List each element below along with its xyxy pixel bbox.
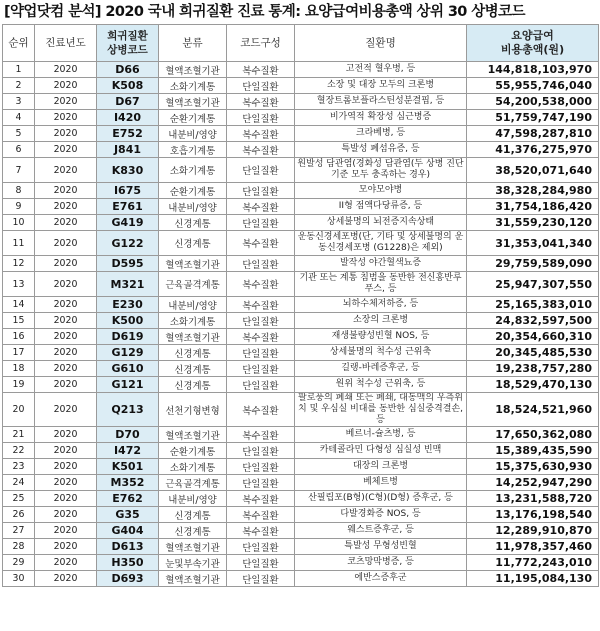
cell-rank: 12 xyxy=(3,256,35,272)
cell-disease: 원위 척수성 근위축, 등 xyxy=(295,377,467,393)
cell-disease: 재생불량성빈혈 NOS, 등 xyxy=(295,329,467,345)
cell-category: 혈액조혈기관 xyxy=(159,94,227,110)
cell-code: G121 xyxy=(97,377,159,393)
cell-code: D613 xyxy=(97,539,159,555)
cell-category: 신경계통 xyxy=(159,361,227,377)
cell-code: D619 xyxy=(97,329,159,345)
cell-code: I420 xyxy=(97,110,159,126)
cell-code: E752 xyxy=(97,126,159,142)
cell-composition: 복수질환 xyxy=(227,523,295,539)
cell-year: 2020 xyxy=(35,571,97,587)
page-title: [약업닷컴 분석] 2020 국내 희귀질환 진료 통계: 요양급여비용총액 상위 30 상병코드 xyxy=(4,4,525,20)
cell-amount: 29,759,589,090 xyxy=(467,256,599,272)
cell-disease: 팔로풍의 폐쇄 또는 폐쇄, 대동맥의 우측위치 및 우심실 비대를 동반한 심실중격결손, 등 xyxy=(295,393,467,427)
cell-amount: 25,165,383,010 xyxy=(467,297,599,313)
header-rank: 순위 xyxy=(3,25,35,62)
cell-rank: 19 xyxy=(3,377,35,393)
table-row xyxy=(3,523,599,539)
table-row xyxy=(3,459,599,475)
table-row xyxy=(3,539,599,555)
cell-code: G129 xyxy=(97,345,159,361)
cell-year: 2020 xyxy=(35,459,97,475)
cell-disease: 뇌하수체저하증, 등 xyxy=(295,297,467,313)
cell-amount: 38,520,071,640 xyxy=(467,158,599,183)
cell-disease: 소장 및 대장 모두의 크론병 xyxy=(295,78,467,94)
cell-year: 2020 xyxy=(35,142,97,158)
cell-composition: 복수질환 xyxy=(227,329,295,345)
cell-code: K500 xyxy=(97,313,159,329)
cell-rank: 15 xyxy=(3,313,35,329)
cell-year: 2020 xyxy=(35,491,97,507)
cell-amount: 13,176,198,540 xyxy=(467,507,599,523)
cell-disease: 베체트병 xyxy=(295,475,467,491)
cell-category: 소화기계통 xyxy=(159,459,227,475)
cell-year: 2020 xyxy=(35,523,97,539)
table-row xyxy=(3,329,599,345)
cell-composition: 단일질환 xyxy=(227,361,295,377)
cell-amount: 51,759,747,190 xyxy=(467,110,599,126)
cell-composition: 복수질환 xyxy=(227,507,295,523)
table-row xyxy=(3,427,599,443)
cell-amount: 15,389,435,590 xyxy=(467,443,599,459)
cell-rank: 14 xyxy=(3,297,35,313)
cell-rank: 9 xyxy=(3,199,35,215)
cell-year: 2020 xyxy=(35,110,97,126)
cell-amount: 47,598,287,810 xyxy=(467,126,599,142)
cell-category: 눈및부속기관 xyxy=(159,555,227,571)
cell-code: K508 xyxy=(97,78,159,94)
cell-category: 혈액조혈기관 xyxy=(159,571,227,587)
cell-amount: 13,231,588,720 xyxy=(467,491,599,507)
cell-year: 2020 xyxy=(35,78,97,94)
cell-category: 신경계통 xyxy=(159,345,227,361)
cell-code: G404 xyxy=(97,523,159,539)
cell-category: 혈액조혈기관 xyxy=(159,62,227,78)
cell-disease: II형 점액다당류증, 등 xyxy=(295,199,467,215)
cell-disease: 혈장트롬보플라스틴성분결핍, 등 xyxy=(295,94,467,110)
cell-composition: 복수질환 xyxy=(227,427,295,443)
cell-code: M321 xyxy=(97,272,159,297)
cell-composition: 단일질환 xyxy=(227,475,295,491)
cell-category: 내분비/영양 xyxy=(159,199,227,215)
cell-category: 내분비/영양 xyxy=(159,491,227,507)
cell-composition: 단일질환 xyxy=(227,459,295,475)
cell-rank: 10 xyxy=(3,215,35,231)
cell-year: 2020 xyxy=(35,199,97,215)
header-disease: 질환명 xyxy=(295,25,467,62)
cell-year: 2020 xyxy=(35,126,97,142)
cell-category: 혈액조혈기관 xyxy=(159,256,227,272)
cell-composition: 단일질환 xyxy=(227,110,295,126)
cell-rank: 13 xyxy=(3,272,35,297)
cell-disease: 특발성 폐섬유증, 등 xyxy=(295,142,467,158)
cell-year: 2020 xyxy=(35,377,97,393)
header-code-label: 희귀질환 상병코드 xyxy=(107,30,148,56)
header-code xyxy=(97,25,159,62)
cell-category: 신경계통 xyxy=(159,377,227,393)
cell-composition: 단일질환 xyxy=(227,256,295,272)
cell-code: G419 xyxy=(97,215,159,231)
cell-amount: 20,345,485,530 xyxy=(467,345,599,361)
cell-category: 내분비/영양 xyxy=(159,297,227,313)
cell-disease: 원발성 담관염(경화성 담관염(두 상병 진단기준 모두 충족하는 경우) xyxy=(295,158,467,183)
cell-rank: 24 xyxy=(3,475,35,491)
table-row xyxy=(3,110,599,126)
table-row xyxy=(3,231,599,256)
cell-code: G35 xyxy=(97,507,159,523)
cell-disease: 모야모야병 xyxy=(295,183,467,199)
cell-year: 2020 xyxy=(35,393,97,427)
cell-disease: 다발경화증 NOS, 등 xyxy=(295,507,467,523)
cell-year: 2020 xyxy=(35,183,97,199)
cell-code: G122 xyxy=(97,231,159,256)
table-row xyxy=(3,183,599,199)
table-row xyxy=(3,555,599,571)
cell-composition: 단일질환 xyxy=(227,313,295,329)
cell-year: 2020 xyxy=(35,555,97,571)
cell-year: 2020 xyxy=(35,313,97,329)
cell-rank: 27 xyxy=(3,523,35,539)
cell-year: 2020 xyxy=(35,539,97,555)
cell-amount: 12,289,910,870 xyxy=(467,523,599,539)
table-header-row xyxy=(3,25,599,62)
cell-category: 소화기계통 xyxy=(159,313,227,329)
cell-disease: 특발성 무형성빈혈 xyxy=(295,539,467,555)
cell-composition: 단일질환 xyxy=(227,183,295,199)
cell-disease: 운동신경세포병(단, 기타 및 상세불명의 운동신경세포병 (G1228)은 제외) xyxy=(295,231,467,256)
cell-composition: 복수질환 xyxy=(227,393,295,427)
cell-year: 2020 xyxy=(35,256,97,272)
cell-disease: 비가역적 확장성 심근병증 xyxy=(295,110,467,126)
cell-category: 소화기계통 xyxy=(159,78,227,94)
cell-code: J841 xyxy=(97,142,159,158)
cell-composition: 단일질환 xyxy=(227,571,295,587)
cell-year: 2020 xyxy=(35,427,97,443)
cell-rank: 5 xyxy=(3,126,35,142)
table-row xyxy=(3,158,599,183)
cell-category: 순환기계통 xyxy=(159,443,227,459)
cell-category: 내분비/영양 xyxy=(159,126,227,142)
cell-rank: 30 xyxy=(3,571,35,587)
cell-rank: 20 xyxy=(3,393,35,427)
table-row xyxy=(3,199,599,215)
cell-disease: 에반스증후군 xyxy=(295,571,467,587)
cell-rank: 8 xyxy=(3,183,35,199)
cell-amount: 20,354,660,310 xyxy=(467,329,599,345)
cell-rank: 1 xyxy=(3,62,35,78)
cell-amount: 31,353,041,340 xyxy=(467,231,599,256)
table-row xyxy=(3,443,599,459)
cell-code: D70 xyxy=(97,427,159,443)
cell-composition: 단일질환 xyxy=(227,443,295,459)
cell-rank: 23 xyxy=(3,459,35,475)
cell-composition: 단일질환 xyxy=(227,78,295,94)
cell-rank: 25 xyxy=(3,491,35,507)
cell-composition: 복수질환 xyxy=(227,231,295,256)
cell-composition: 단일질환 xyxy=(227,539,295,555)
cell-year: 2020 xyxy=(35,62,97,78)
cell-category: 선천기형변형 xyxy=(159,393,227,427)
table-row xyxy=(3,297,599,313)
cell-code: D595 xyxy=(97,256,159,272)
cell-code: K501 xyxy=(97,459,159,475)
cell-composition: 단일질환 xyxy=(227,555,295,571)
cell-composition: 단일질환 xyxy=(227,215,295,231)
cell-code: Q213 xyxy=(97,393,159,427)
cell-code: I472 xyxy=(97,443,159,459)
cell-category: 신경계통 xyxy=(159,507,227,523)
cell-code: D66 xyxy=(97,62,159,78)
cell-category: 순환기계통 xyxy=(159,110,227,126)
cell-code: E762 xyxy=(97,491,159,507)
cell-category: 혈액조혈기관 xyxy=(159,427,227,443)
cell-disease: 기관 또는 계통 침범을 동반한 전신홍반루푸스, 등 xyxy=(295,272,467,297)
cell-disease: 카테콜라민 다형성 심실성 빈맥 xyxy=(295,443,467,459)
table-row xyxy=(3,272,599,297)
cell-category: 신경계통 xyxy=(159,215,227,231)
cell-year: 2020 xyxy=(35,215,97,231)
cell-amount: 54,200,538,000 xyxy=(467,94,599,110)
cell-rank: 7 xyxy=(3,158,35,183)
table-row xyxy=(3,94,599,110)
cell-composition: 단일질환 xyxy=(227,345,295,361)
cell-rank: 16 xyxy=(3,329,35,345)
cell-category: 근육골격계통 xyxy=(159,272,227,297)
cell-rank: 2 xyxy=(3,78,35,94)
table-row xyxy=(3,126,599,142)
table-row xyxy=(3,313,599,329)
header-year: 진료년도 xyxy=(35,25,97,62)
cell-amount: 144,818,103,970 xyxy=(467,62,599,78)
cell-amount: 25,947,307,550 xyxy=(467,272,599,297)
cell-composition: 복수질환 xyxy=(227,297,295,313)
cell-year: 2020 xyxy=(35,272,97,297)
table-row xyxy=(3,256,599,272)
cell-year: 2020 xyxy=(35,443,97,459)
table-row xyxy=(3,215,599,231)
cell-rank: 17 xyxy=(3,345,35,361)
cell-amount: 55,955,746,040 xyxy=(467,78,599,94)
cell-code: H350 xyxy=(97,555,159,571)
cell-composition: 복수질환 xyxy=(227,94,295,110)
cell-year: 2020 xyxy=(35,231,97,256)
header-amount xyxy=(467,25,599,62)
cell-rank: 28 xyxy=(3,539,35,555)
cell-composition: 복수질환 xyxy=(227,126,295,142)
cell-year: 2020 xyxy=(35,158,97,183)
cell-disease: 코츠망막병증, 등 xyxy=(295,555,467,571)
cell-code: E761 xyxy=(97,199,159,215)
cell-year: 2020 xyxy=(35,475,97,491)
header-composition: 코드구성 xyxy=(227,25,295,62)
cell-rank: 11 xyxy=(3,231,35,256)
cell-amount: 31,559,230,120 xyxy=(467,215,599,231)
cell-disease: 상세불명의 뇌전증지속상태 xyxy=(295,215,467,231)
cell-code: I675 xyxy=(97,183,159,199)
cell-disease: 대장의 크론병 xyxy=(295,459,467,475)
cell-year: 2020 xyxy=(35,507,97,523)
table-row xyxy=(3,361,599,377)
cell-category: 소화기계통 xyxy=(159,158,227,183)
cell-amount: 17,650,362,080 xyxy=(467,427,599,443)
table-row xyxy=(3,571,599,587)
cell-code: E230 xyxy=(97,297,159,313)
cell-amount: 11,195,084,130 xyxy=(467,571,599,587)
cell-composition: 복수질환 xyxy=(227,62,295,78)
cell-category: 혈액조혈기관 xyxy=(159,329,227,345)
cell-composition: 단일질환 xyxy=(227,377,295,393)
cell-rank: 18 xyxy=(3,361,35,377)
cell-code: D67 xyxy=(97,94,159,110)
cell-year: 2020 xyxy=(35,94,97,110)
cell-year: 2020 xyxy=(35,329,97,345)
cell-disease: 베르너-슐츠병, 등 xyxy=(295,427,467,443)
cell-rank: 26 xyxy=(3,507,35,523)
cell-disease: 산필립포(B형)(C형)(D형) 증후군, 등 xyxy=(295,491,467,507)
cell-code: G610 xyxy=(97,361,159,377)
cell-category: 신경계통 xyxy=(159,231,227,256)
cell-amount: 14,252,947,290 xyxy=(467,475,599,491)
cell-disease: 발작성 야간혈색뇨증 xyxy=(295,256,467,272)
cell-disease: 소장의 크론병 xyxy=(295,313,467,329)
header-amount-label: 요양급여 비용총액(원) xyxy=(500,29,565,56)
cell-amount: 11,978,357,460 xyxy=(467,539,599,555)
cell-category: 근육골격계통 xyxy=(159,475,227,491)
cell-disease: 상세불명의 척수성 근위축 xyxy=(295,345,467,361)
cell-amount: 15,375,630,930 xyxy=(467,459,599,475)
cell-amount: 11,772,243,010 xyxy=(467,555,599,571)
table-row xyxy=(3,78,599,94)
cell-rank: 4 xyxy=(3,110,35,126)
cell-composition: 복수질환 xyxy=(227,272,295,297)
cell-code: K830 xyxy=(97,158,159,183)
cell-amount: 31,754,186,420 xyxy=(467,199,599,215)
cell-composition: 복수질환 xyxy=(227,491,295,507)
cell-rank: 22 xyxy=(3,443,35,459)
cell-composition: 복수질환 xyxy=(227,142,295,158)
cell-code: M352 xyxy=(97,475,159,491)
rare-disease-table xyxy=(2,24,599,587)
cell-rank: 6 xyxy=(3,142,35,158)
cell-year: 2020 xyxy=(35,297,97,313)
cell-year: 2020 xyxy=(35,345,97,361)
cell-rank: 3 xyxy=(3,94,35,110)
cell-disease: 웨스트증후군, 등 xyxy=(295,523,467,539)
cell-category: 순환기계통 xyxy=(159,183,227,199)
table-row xyxy=(3,491,599,507)
cell-amount: 24,832,597,500 xyxy=(467,313,599,329)
cell-disease: 크라베병, 등 xyxy=(295,126,467,142)
table-row xyxy=(3,345,599,361)
table-row xyxy=(3,393,599,427)
table-row xyxy=(3,62,599,78)
cell-amount: 18,529,470,130 xyxy=(467,377,599,393)
cell-category: 신경계통 xyxy=(159,523,227,539)
cell-composition: 단일질환 xyxy=(227,158,295,183)
cell-amount: 38,328,284,980 xyxy=(467,183,599,199)
table-row xyxy=(3,142,599,158)
table-row xyxy=(3,475,599,491)
cell-disease: 길랭-바레증후군, 등 xyxy=(295,361,467,377)
cell-disease: 고전적 혈우병, 등 xyxy=(295,62,467,78)
cell-rank: 29 xyxy=(3,555,35,571)
cell-amount: 41,376,275,970 xyxy=(467,142,599,158)
cell-rank: 21 xyxy=(3,427,35,443)
cell-amount: 18,524,521,960 xyxy=(467,393,599,427)
table-row xyxy=(3,377,599,393)
cell-category: 혈액조혈기관 xyxy=(159,539,227,555)
cell-category: 호흡기계통 xyxy=(159,142,227,158)
cell-year: 2020 xyxy=(35,361,97,377)
header-category: 분류 xyxy=(159,25,227,62)
table-row xyxy=(3,507,599,523)
cell-composition: 복수질환 xyxy=(227,199,295,215)
cell-code: D693 xyxy=(97,571,159,587)
cell-amount: 19,238,757,280 xyxy=(467,361,599,377)
